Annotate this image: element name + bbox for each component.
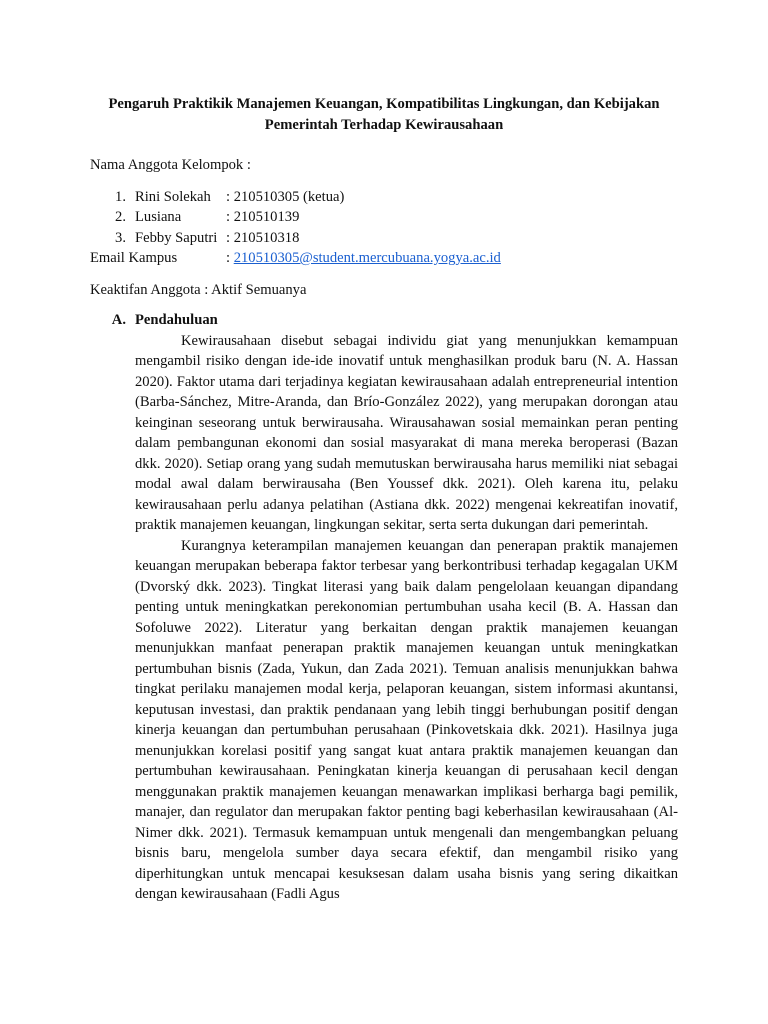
document-title — [90, 94, 678, 135]
title-line-2: Pemerintah Terhadap Kewirausahaan — [264, 116, 504, 133]
paragraph: Kurangnya keterampilan manajemen keuangan dan penerapan praktik manajemen keuangan merupakan beberapa faktor terbesar yang berkontribusi terhadap kegagalan UKM (Dvorský dkk. 2023). Tingkat literasi yang baik dalam pengelolaan keuangan dipandang penting untuk meningkatkan perekonomian pertumbuhan usaha kecil (B. A. Hassan dan Sofoluwe 2022). Literatur yang berkaitan dengan praktik manajemen keuangan menunjukkan manfaat penerapan praktik manajemen keuangan untuk meningkatkan pertumbuhan bisnis (Zada, Yukun, dan Zada 2021). Temuan analisis menunjukkan bahwa tingkat perilaku manajemen modal kerja, pelaporan keuangan, sistem informasi akuntansi, keputusan investasi, dan praktik pendanaan yang lebih tinggi berhubungan positif dengan kinerja keuangan dan pertumbuhan perusahaan (Pinkovetskaia dkk. 2021). Hasilnya juga menunjukkan korelasi positif yang sangat kuat antara praktik manajemen keuangan dan pertumbuhan kewirausahaan. Peningkatan kinerja keuangan di perusahaan kecil dengan menggunakan praktik manajemen keuangan menawarkan implikasi berharga bagi pemilik, manajer, dan regulator dan merupakan faktor penting bagi keberhasilan kewirausahaan (Al-Nimer dkk. 2021). Termasuk kemampuan untuk mengenali dan mengembangkan peluang bisnis baru, mengelola sumber daya secara efektif, dan mengambil risiko yang diperhitungkan untuk mencapai kesuksesan dalam usaha bisnis yang sering dikaitkan dengan kewirausahaan (Fadli Agus — [135, 537, 678, 902]
list-number: 1. — [115, 188, 126, 205]
title-line-1: Pengaruh Praktikik Manajemen Keuangan, Kompatibilitas Lingkungan, dan Kebijakan — [108, 96, 660, 112]
list-number: 3. — [115, 229, 126, 246]
list-item — [90, 228, 678, 249]
section-body — [135, 331, 678, 905]
activity-line: Keaktifan Anggota : Aktif Semuanya — [90, 281, 307, 298]
member-name: Rini Solekah — [135, 188, 211, 205]
paragraph: Kewirausahaan disebut sebagai individu giat yang menunjukkan kemampuan mengambil risiko dengan ide-ide inovatif untuk menghasilkan produk baru (N. A. Hassan 2020). Faktor utama dari terjadinya kegiatan kewirausahaan adalah entrepreneurial intention (Barba-Sánchez, Mitre-Aranda, dan Brío-González 2022), yang merupakan dorongan atau keinginan seseorang untuk berwirausaha. Wirausahawan sosial memainkan peran penting dalam pembangunan ekonomi dan sosial masyarakat di mana mereka beroperasi (Bazan dkk. 2020). Setiap orang yang sudah memutuskan berwirausaha harus memiliki niat sebagai modal awal dalam berwirausaha (Ben Youssef dkk. 2021). Oleh karena itu, pelaku kewirausahaan perlu adanya pelatihan (Astiana dkk. 2022) mengenai kekreatifan inovatif, praktik manajemen keuangan, lingkungan sekitar, serta serta dukungan dari pemerintah. — [135, 332, 678, 533]
list-item — [90, 187, 678, 208]
member-id: : 210510139 — [226, 209, 300, 225]
email-row — [90, 248, 678, 269]
section-title: Pendahuluan — [135, 312, 218, 328]
list-item — [90, 207, 678, 228]
members-label: Nama Anggota Kelompok : — [90, 157, 251, 173]
email-label: Email Kampus — [90, 250, 178, 266]
email-link[interactable]: 210510305@student.mercubuana.yogya.ac.id — [233, 250, 501, 266]
email-separator: : — [226, 250, 234, 266]
member-name: Lusiana — [135, 209, 182, 225]
members-list — [90, 187, 678, 249]
member-id: : 210510318 — [226, 229, 300, 246]
list-number: 2. — [115, 209, 126, 225]
member-name: Febby Saputri — [135, 229, 218, 246]
section-heading — [90, 310, 678, 331]
section-letter: A. — [111, 312, 126, 328]
member-id: : 210510305 (ketua) — [226, 188, 345, 205]
